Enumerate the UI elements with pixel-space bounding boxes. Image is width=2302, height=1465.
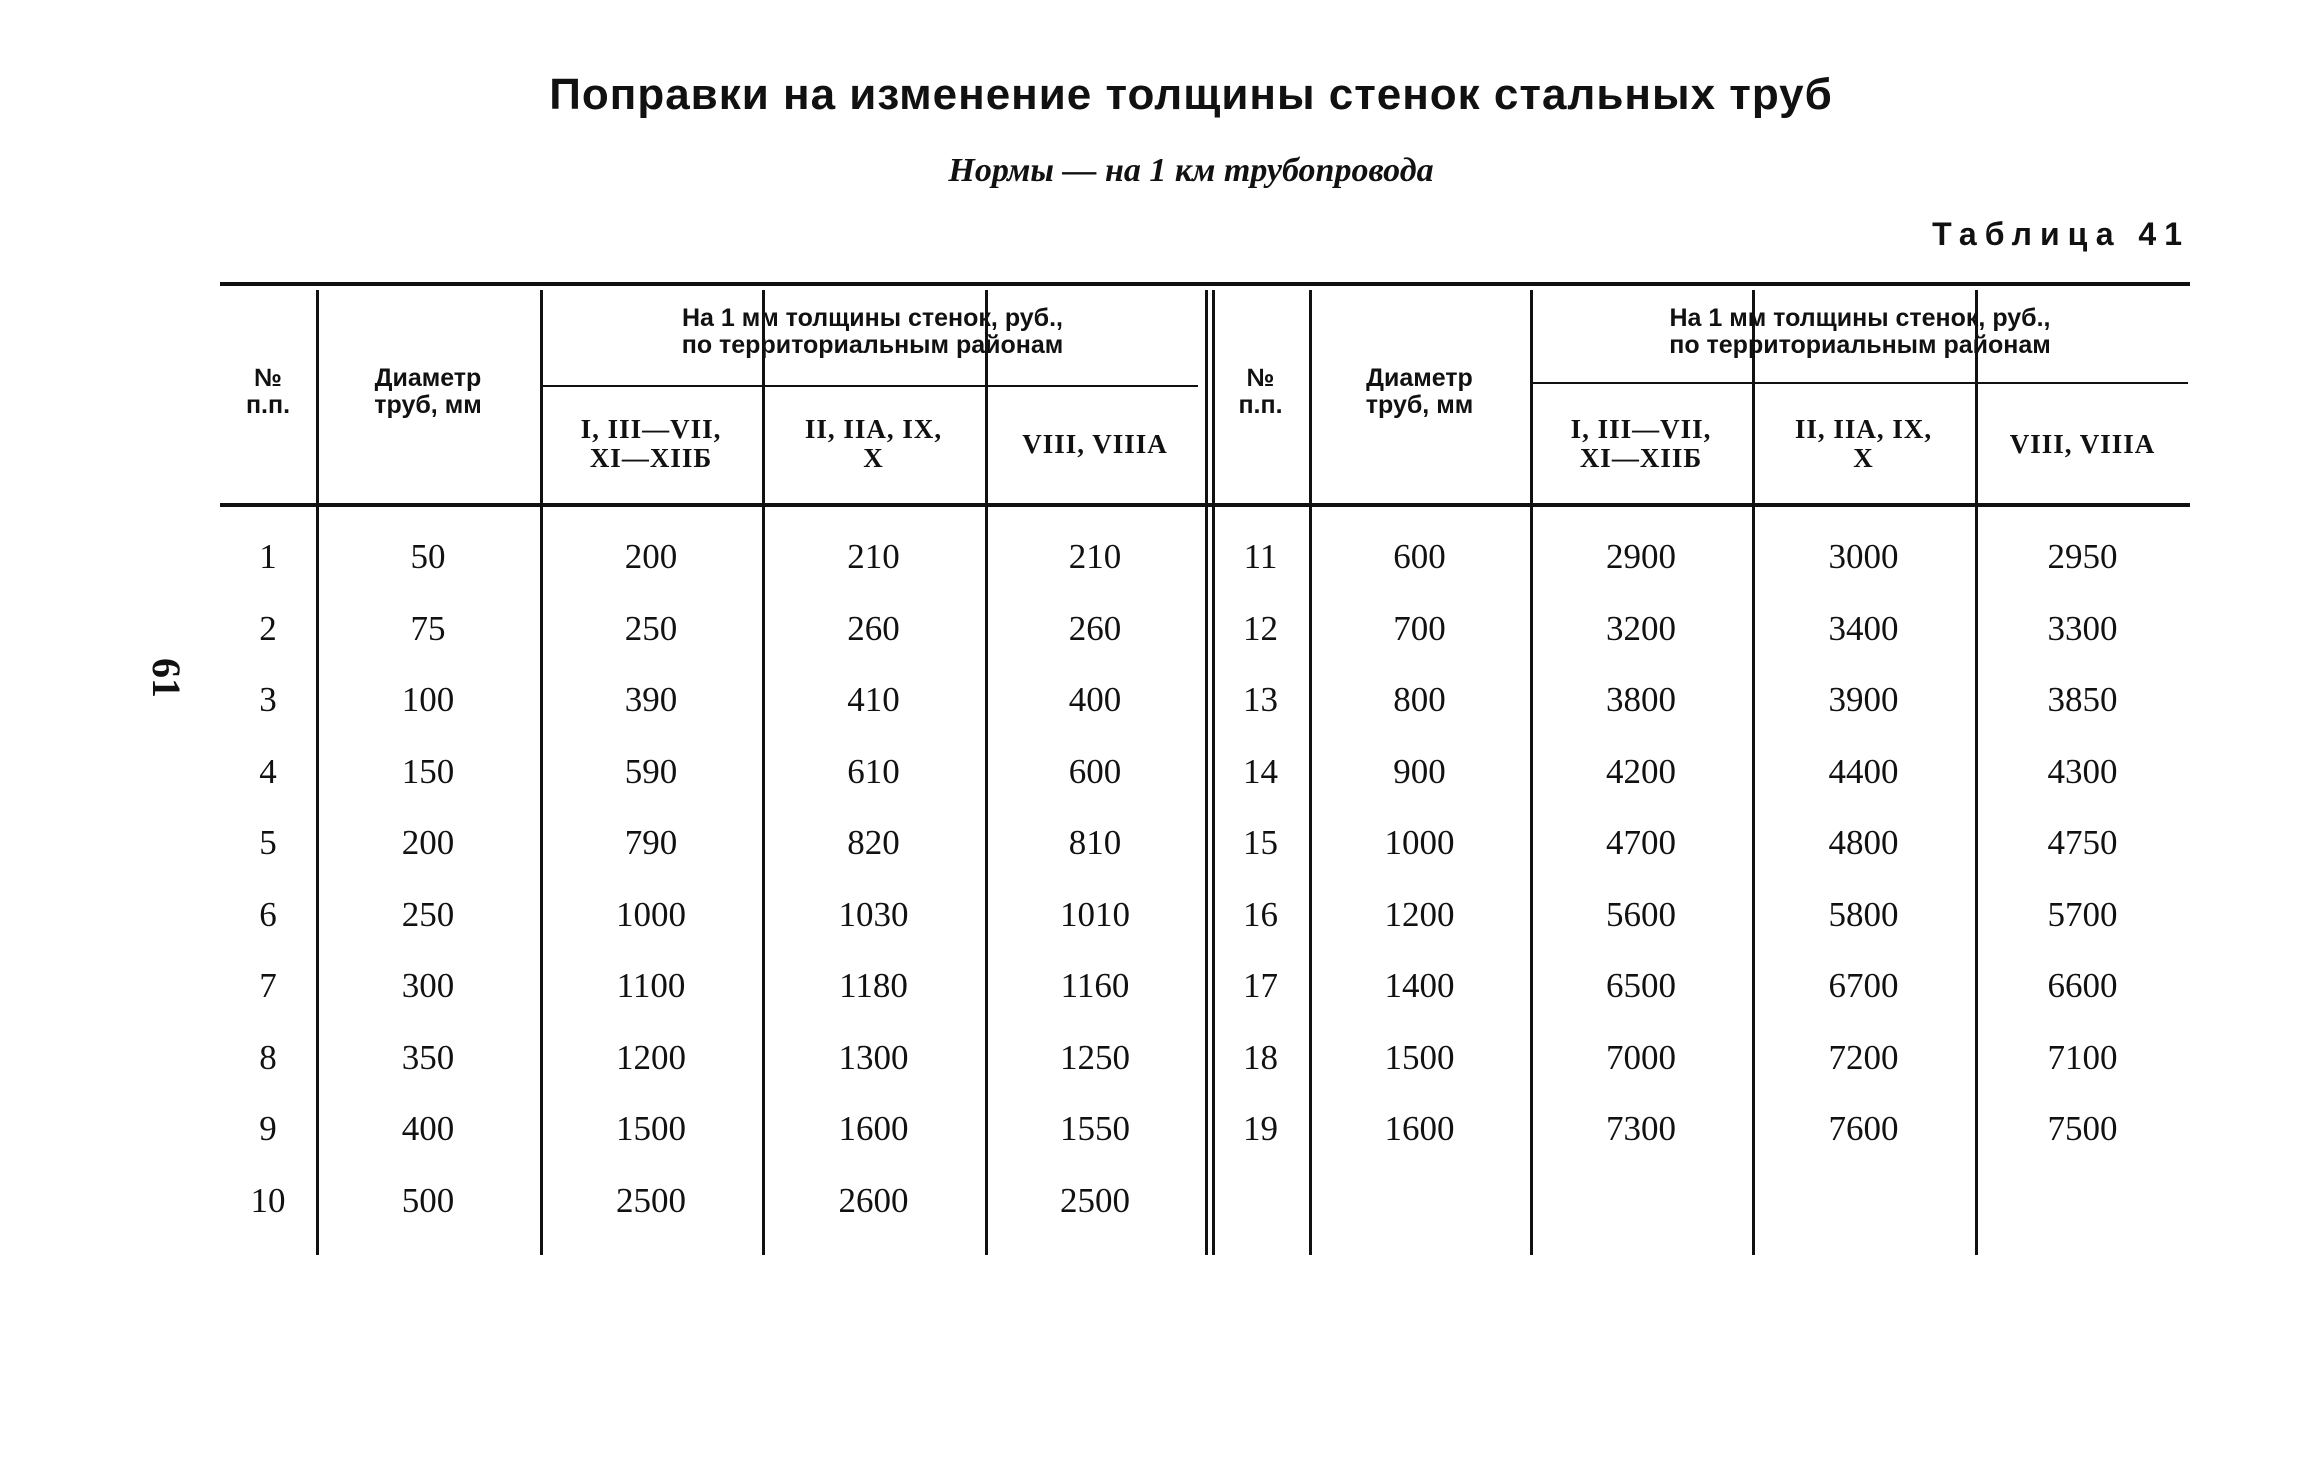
zone2-value-cell: 410 (847, 680, 900, 719)
zone2-value-cell: 210 (847, 537, 900, 576)
row-number-cell: 4 (259, 751, 277, 791)
diameter-cell: 150 (401, 751, 455, 791)
row-number-cell: 10 (250, 1180, 286, 1220)
row-number-cell: 12 (1243, 608, 1278, 648)
zone3-value-cell: 4750 (2047, 823, 2118, 862)
header-number-left: № п.п. (245, 364, 291, 419)
zone1-value-cell: 200 (624, 537, 678, 576)
diameter-cell: 100 (401, 680, 455, 719)
zone3-value-cell: 1010 (1060, 894, 1130, 934)
row-number-cell: 8 (259, 1037, 277, 1077)
zone3-value-cell: 3850 (2047, 680, 2118, 719)
zone3-value-cell: 260 (1068, 608, 1122, 648)
zone1-value-cell: 790 (624, 823, 678, 862)
header-zone3-left: VIII, VIIIA (1022, 429, 1168, 459)
zone1-value-cell: 390 (624, 680, 678, 719)
header-number-right: № п.п. (1238, 364, 1283, 419)
row-number-cell: 6 (259, 894, 277, 934)
zone2-value-cell: 3000 (1828, 537, 1899, 576)
zone3-value-cell: 400 (1068, 680, 1122, 719)
zone2-value-cell: 4800 (1828, 823, 1899, 862)
zone2-value-cell: 260 (847, 608, 900, 648)
diameter-cell: 600 (1393, 537, 1446, 576)
diameter-cell: 350 (401, 1037, 455, 1077)
diameter-cell: 500 (401, 1180, 455, 1220)
diameter-cell: 250 (401, 894, 455, 934)
zone1-value-cell: 7300 (1606, 1109, 1676, 1148)
zone2-value-cell: 1030 (838, 894, 909, 934)
diameter-cell: 1200 (1384, 894, 1455, 934)
row-number-cell: 11 (1243, 537, 1278, 576)
header-group-right: На 1 мм толщины стенок, руб., по территориальным районам (1669, 304, 2051, 359)
zone1-value-cell: 250 (624, 608, 678, 648)
zone1-value-cell: 1200 (616, 1037, 686, 1077)
zone1-value-cell: 2500 (616, 1180, 686, 1220)
row-number-cell: 3 (259, 680, 277, 719)
zone3-value-cell: 4300 (2047, 751, 2118, 791)
header-diameter-right: Диаметр труб, мм (1365, 364, 1474, 419)
zone2-value-cell: 5800 (1828, 894, 1899, 934)
zone1-value-cell: 4200 (1606, 751, 1676, 791)
zone1-value-cell: 2900 (1606, 537, 1676, 576)
zone1-value-cell: 4700 (1606, 823, 1676, 862)
zone3-value-cell: 1550 (1060, 1109, 1130, 1148)
diameter-cell: 400 (401, 1109, 455, 1148)
zone3-value-cell: 1160 (1060, 966, 1130, 1005)
page-subtitle: Нормы — на 1 км трубопровода (948, 152, 1434, 189)
zone2-value-cell: 610 (847, 751, 900, 791)
diameter-cell: 800 (1393, 680, 1446, 719)
zone2-value-cell: 1180 (839, 966, 908, 1005)
diameter-cell: 1600 (1384, 1109, 1455, 1148)
zone3-value-cell: 2500 (1060, 1180, 1130, 1220)
zone2-value-cell: 6700 (1828, 966, 1899, 1005)
zone1-value-cell: 3200 (1606, 608, 1676, 648)
diameter-cell: 75 (410, 608, 446, 648)
zone3-value-cell: 600 (1068, 751, 1122, 791)
diameter-cell: 1000 (1384, 823, 1455, 862)
zone3-value-cell: 5700 (2047, 894, 2118, 934)
zone3-value-cell: 2950 (2047, 537, 2118, 576)
row-number-cell: 9 (259, 1109, 277, 1148)
diameter-cell: 1500 (1384, 1037, 1455, 1077)
table-top-rule (220, 282, 2190, 286)
diameter-cell: 700 (1393, 608, 1446, 648)
column-divider (1205, 290, 1208, 1255)
row-number-cell: 16 (1243, 894, 1278, 934)
zone1-value-cell: 6500 (1606, 966, 1676, 1005)
zone1-value-cell: 590 (624, 751, 678, 791)
row-number-cell: 14 (1243, 751, 1278, 791)
zone1-value-cell: 3800 (1606, 680, 1676, 719)
zone2-value-cell: 3900 (1828, 680, 1899, 719)
zone3-value-cell: 7100 (2047, 1037, 2118, 1077)
zone2-value-cell: 1300 (838, 1037, 909, 1077)
zone1-value-cell: 5600 (1606, 894, 1676, 934)
zone2-value-cell: 3400 (1828, 608, 1899, 648)
zone3-value-cell: 210 (1068, 537, 1122, 576)
zone3-value-cell: 7500 (2047, 1109, 2118, 1148)
zone2-value-cell: 7200 (1828, 1037, 1899, 1077)
header-zone2-left: II, IIA, IX, X (804, 414, 943, 473)
zone1-value-cell: 1500 (616, 1109, 686, 1148)
diameter-cell: 1400 (1384, 966, 1455, 1005)
table-label: Таблица 41 (1932, 216, 2190, 252)
zone2-value-cell: 820 (847, 823, 900, 862)
row-number-cell: 7 (259, 966, 277, 1005)
group-header-rule-right (1530, 382, 2188, 384)
zone1-value-cell: 7000 (1606, 1037, 1676, 1077)
row-number-cell: 1 (259, 537, 277, 576)
zone1-value-cell: 1100 (616, 966, 686, 1005)
zone2-value-cell: 1600 (838, 1109, 909, 1148)
diameter-cell: 300 (401, 966, 455, 1005)
zone2-value-cell: 4400 (1828, 751, 1899, 791)
row-number-cell: 19 (1243, 1109, 1278, 1148)
row-number-cell: 15 (1243, 823, 1278, 862)
row-number-cell: 13 (1243, 680, 1278, 719)
header-diameter-left: Диаметр труб, мм (374, 364, 482, 419)
zone3-value-cell: 3300 (2047, 608, 2118, 648)
row-number-cell: 18 (1243, 1037, 1278, 1077)
zone3-value-cell: 6600 (2047, 966, 2118, 1005)
header-zone2-right: II, IIA, IX, X (1794, 414, 1933, 473)
header-zone1-right: I, III—VII, XI—XIIБ (1570, 414, 1712, 473)
zone3-value-cell: 810 (1068, 823, 1122, 862)
row-number-cell: 17 (1243, 966, 1278, 1005)
zone2-value-cell: 2600 (838, 1180, 909, 1220)
diameter-cell: 900 (1393, 751, 1446, 791)
group-header-rule-left (543, 385, 1198, 387)
header-zone3-right: VIII, VIIIA (2009, 429, 2156, 459)
header-zone1-left: I, III—VII, XI—XIIБ (580, 414, 722, 473)
zone2-value-cell: 7600 (1828, 1109, 1899, 1148)
page-number: 61 (144, 658, 189, 698)
header-group-left: На 1 мм толщины стенок, руб., по территориальным районам (681, 304, 1064, 359)
zone1-value-cell: 1000 (616, 894, 686, 934)
diameter-cell: 50 (410, 537, 446, 576)
diameter-cell: 200 (401, 823, 455, 862)
zone3-value-cell: 1250 (1060, 1037, 1130, 1077)
row-number-cell: 2 (259, 608, 277, 648)
page-title: Поправки на изменение толщины стенок стальных труб (549, 70, 1833, 119)
row-number-cell: 5 (259, 823, 277, 862)
